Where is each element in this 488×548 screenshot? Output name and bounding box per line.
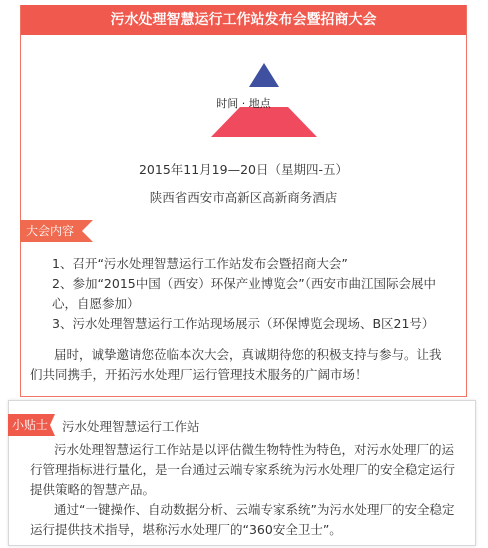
tips-paragraph: 通过“一键操作、自动数据分析、云端专家系统”为污水处理厂的安全稳定运行提供技术指导，堪称污水处理厂的“360安全卫士”。 <box>30 502 455 537</box>
content-section-tag: 大会内容 <box>20 220 82 242</box>
event-venue: 陕西省西安市高新区高新商务酒店 <box>149 190 338 205</box>
tips-tag: 小贴士 <box>8 414 50 436</box>
pyramid-top-triangle <box>249 63 279 87</box>
agenda-item: 2、参加“2015中国（西安）环保产业博览会”（西安市曲江国际会展中心，自愿参加） <box>52 276 436 311</box>
agenda-list <box>30 254 445 334</box>
agenda-item: 1、召开“污水处理智慧运行工作站发布会暨招商大会” <box>52 256 348 271</box>
pyramid-bottom-band <box>211 107 317 137</box>
agenda-item: 3、污水处理智慧运行工作站现场展示（环保博览会现场、B区21号） <box>52 316 435 331</box>
tips-paragraph: 污水处理智慧运行工作站是以评估微生物特性为特色，对污水处理厂的运行管理指标进行量化，是一台通过云端专家系统为污水处理厂的安全稳定运行提供策略的智慧产品。 <box>30 442 456 497</box>
event-card <box>20 5 467 397</box>
time-place-label: 时间 · 地点 <box>216 97 271 110</box>
tips-body <box>30 440 462 540</box>
invitation-text: 届时，诚挚邀请您莅临本次大会，真诚期待您的积极支持与参与。让我们共同携手，开拓污水处理厂运行管理技术服务的广阔市场！ <box>30 347 442 382</box>
page-title: 污水处理智慧运行工作站发布会暨招商大会 <box>21 5 466 35</box>
event-date: 2015年11月19—20日（星期四-五） <box>138 162 349 177</box>
tips-heading: 污水处理智慧运行工作站 <box>62 419 200 434</box>
